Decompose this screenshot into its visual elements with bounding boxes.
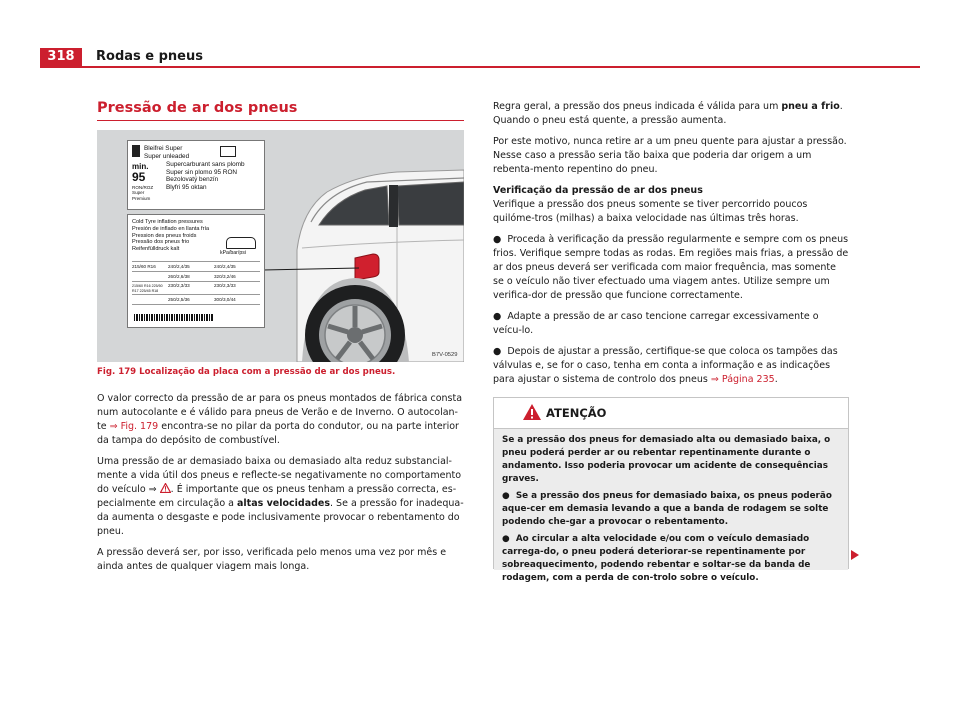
figure-caption: Fig. 179 Localização da placa com a pressão de ar dos pneus.	[97, 367, 396, 377]
sticker-octane: 95	[132, 170, 146, 184]
sticker-line: Bleifrei Super	[144, 145, 183, 152]
warning-bullet: ● Ao circular a alta velocidade e/ou com o veículo demasiado carrega-do, o pneu poderá deteriorar-se repentinamente por sobreaquecimento, podendo rebentar e soltar-se da banda de rodagem, com a perda de con-trolo sobre o veículo.	[502, 534, 811, 583]
left-column	[97, 392, 465, 581]
bullet-item: ● Depois de ajustar a pressão, certifique-se que coloca os tampões das válvulas e, se for o caso, tenha em conta a informação e as indicações para ajustar o sistema de controlo dos pneus ⇒ Página 235.	[493, 346, 838, 385]
section-title: Pressão de ar dos pneus	[97, 100, 298, 116]
warning-header	[494, 398, 848, 429]
warning-bullet: ● Se a pressão dos pneus for demasiado baixa, os pneus poderão aque-cer em demasia levando a que a banda de rodagem se solte podendo che-gar a provocar o rebentamento.	[502, 491, 832, 527]
sticker-grade: Premium	[132, 195, 151, 201]
sticker-line: Blyfri 95 oktan	[166, 183, 207, 191]
header-title: Rodas e pneus	[96, 49, 203, 64]
warning-paragraph: Se a pressão dos pneus for demasiado alta ou demasiado baixa, o pneu poderá perder ar ou rebentar repentinamente durante o andamento. Isso poderia provocar um acidente de consequências graves.	[502, 435, 831, 484]
figure-link[interactable]: ⇒ Fig. 179	[109, 421, 159, 432]
fuel-pump-icon	[132, 145, 140, 157]
page-link[interactable]: ⇒ Página 235	[710, 374, 775, 385]
tyre-pressure-sticker	[127, 214, 265, 328]
paragraph: Uma pressão de ar demasiado baixa ou demasiado alta reduz substancial-mente a vida útil dos pneus e reflecte-se negativamente no comportamento do veículo ⇒ . É importante que os pneus tenham a pressão correcta, es-pecialmente em circulação a altas velocidades. Se a pressão for inadequa-da aumenta o desgaste e pode inclusivamente provocar o rebentamento do pneu.	[97, 456, 464, 537]
sticker-line: Bezolovatý benzín	[166, 176, 219, 184]
barcode	[134, 314, 214, 321]
section-rule	[97, 120, 464, 121]
sticker-unit: kPa/bar/psi	[220, 250, 246, 256]
book-icon	[220, 146, 236, 157]
sticker-line: Pression des pneus froids	[132, 232, 197, 239]
fuel-sticker	[127, 140, 265, 210]
sticker-line: Pressão dos pneus frio	[132, 239, 190, 246]
warning-triangle-icon	[522, 403, 542, 421]
figure-tyre-pressure-label	[97, 130, 464, 362]
paragraph: Verifique a pressão dos pneus somente se tiver percorrido poucos quilóme-tros (milhas) a baixa velocidade nas últimas três horas.	[493, 199, 808, 224]
sticker-line: Supercarburant sans plomb	[166, 161, 245, 168]
continue-arrow-icon	[851, 550, 859, 560]
header-rule	[40, 66, 920, 68]
sticker-line: Reifenfülldruck kalt	[132, 246, 180, 253]
warning-box	[493, 397, 849, 583]
sticker-line: Super unleaded	[144, 152, 190, 160]
warning-body	[494, 429, 848, 583]
subheading: Verificação da pressão de ar dos pneus	[493, 185, 703, 196]
paragraph: A pressão deverá ser, por isso, verificada pelo menos uma vez por mês e ainda antes de qualquer viagem mais longa.	[97, 547, 447, 572]
paragraph: Por este motivo, nunca retire ar a um pneu quente para ajustar a pressão. Nesse caso a pressão seria tão baixa que poderia dar origem a um rebenta-mento repentino do pneu.	[493, 136, 847, 175]
sticker-min: min.	[132, 162, 149, 171]
right-column	[493, 100, 849, 394]
sticker-line: Presión de inflado en llanta fría	[132, 225, 210, 232]
bullet-item: ● Adapte a pressão de ar caso tencione carregar excessivamente o veícu-lo.	[493, 311, 819, 336]
warning-icon[interactable]	[160, 483, 171, 493]
pressure-row: 250/2,5/36 300/3,0/44	[132, 294, 260, 305]
sticker-grade: RON/ROZ	[132, 185, 154, 190]
pressure-row: 260/2,6/38 320/3,2/46	[132, 271, 260, 281]
warning-title: ATENÇÃO	[546, 406, 607, 420]
page-number: 318	[40, 48, 82, 66]
bullet-item: ● Proceda à verificação da pressão regularmente e sempre com os pneus frios. Verifique sempre todas as rodas. Em regiões mais frias, a pressão de ar dos pneus deverá ser verificada com maior frequência, mas somente se o veículo não tiver efectuado uma viagem antes. Utilize sempre um verifica-dor de pressão que funcione correctamente.	[493, 234, 849, 301]
figure-code: B7V-0529	[432, 352, 458, 358]
paragraph: O valor correcto da pressão de ar para os pneus montados de fábrica consta num autocolante e é válido para pneus de Verão e de Inverno. O autocolan-te ⇒ Fig. 179 encontra-se no pilar da porta do condutor, ou na parte interior da tampa do depósito de combustível.	[97, 393, 463, 446]
pressure-row: 215/60 R16 240/2,4/35 240/2,4/35	[132, 261, 260, 271]
pressure-row: 215/60 R16 225/50 R17 225/45 R18 230/2,3/33 230/2,3/33	[132, 281, 260, 294]
sticker-line: Cold Tyre inflation pressures	[132, 219, 203, 225]
paragraph: Regra geral, a pressão dos pneus indicada é válida para um pneu a frio. Quando o pneu está quente, a pressão aumenta.	[493, 101, 843, 126]
car-load-icon	[226, 237, 256, 249]
sticker-line: Super sin plomo 95 RON	[166, 168, 238, 176]
sticker-grade: Super	[132, 190, 145, 196]
